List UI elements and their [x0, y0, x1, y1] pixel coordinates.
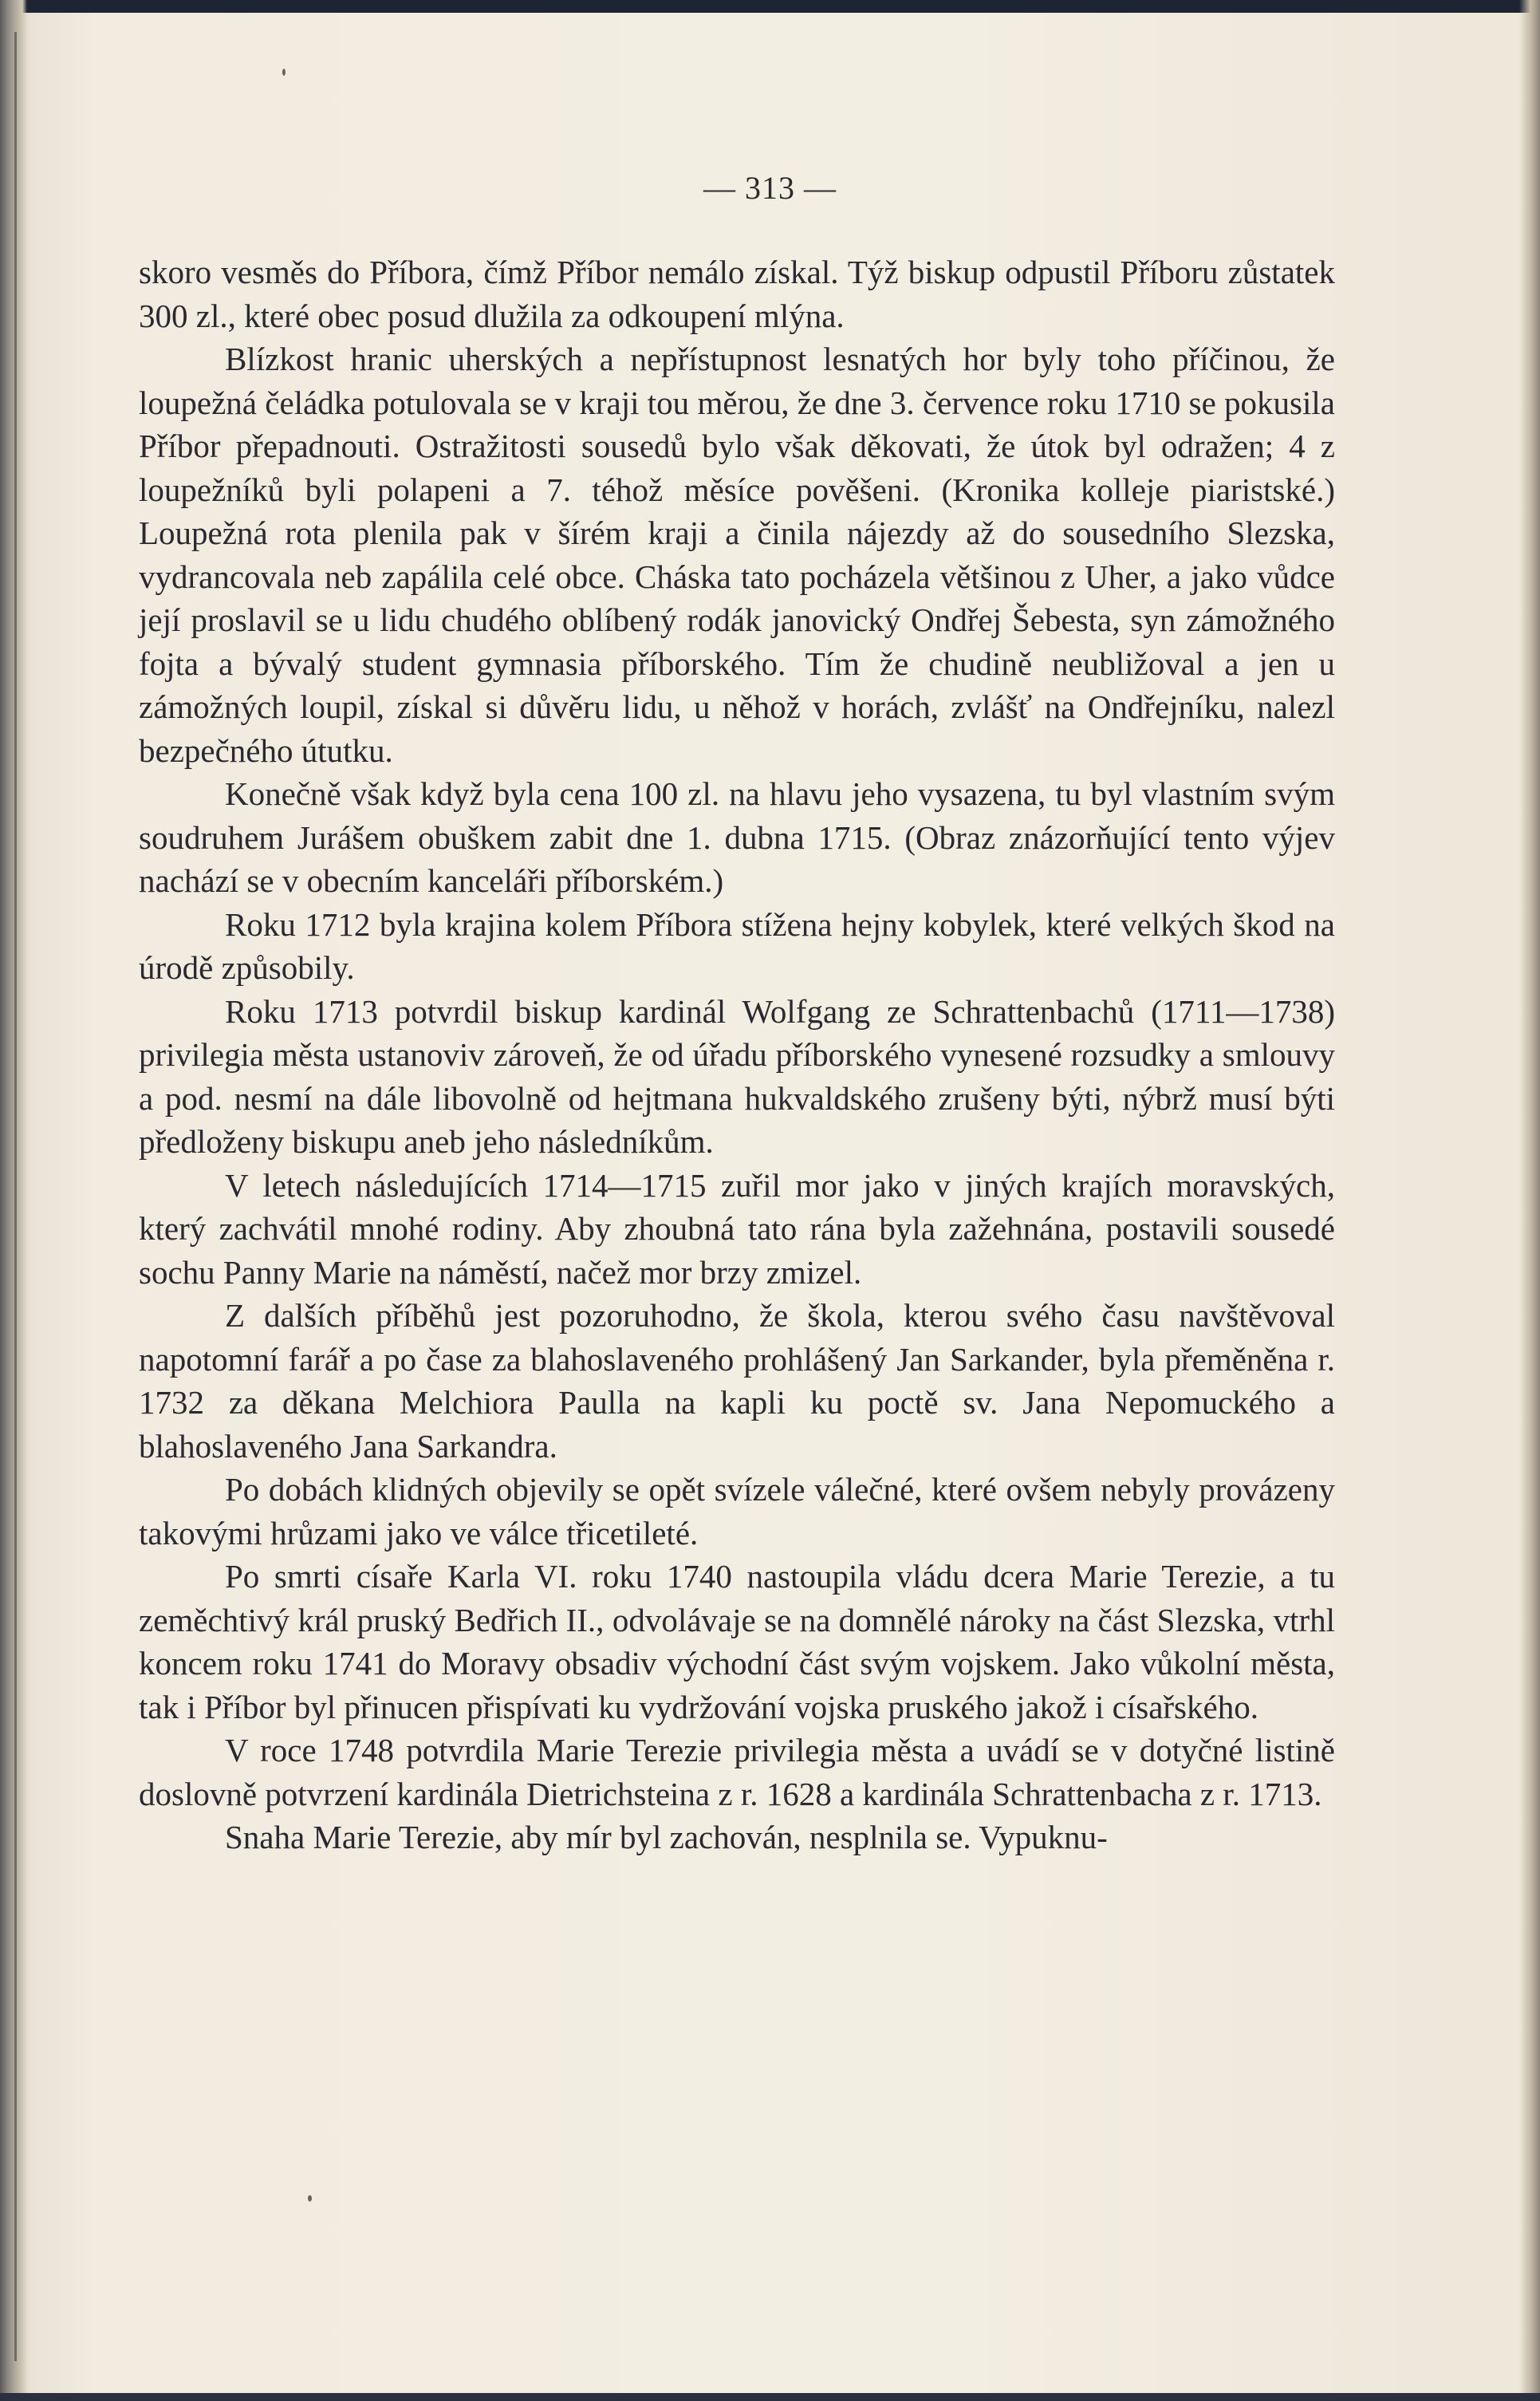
paragraph-1: skoro vesměs do Příbora, čímž Příbor nemálo získal. Týž biskup odpustil Příboru zůstatek 300 zl., které obec posud dlužila za odkoupení mlýna. — [139, 254, 1335, 334]
paragraph-6: V letech následujících 1714—1715 zuřil mor jako v jiných krajích moravských, který zachvátil mnohé rodiny. Aby zhoubná tato rána byla zažehnána, postavili sousedé sochu Panny Marie na náměstí, načež mor brzy zmizel. — [139, 1166, 1335, 1291]
paragraph-4: Roku 1712 byla krajina kolem Příbora stížena hejny kobylek, které velkých škod na úrodě způsobily. — [139, 905, 1335, 986]
paragraph-7: Z dalších příběhů jest pozoruhodno, že škola, kterou svého času navštěvoval napotomní farář a po čase za blahoslaveného prohlášený Jan Sarkander, byla přeměněna r. 1732 za děkana Melchiora Paulla na kapli ku poctě sv. Jana Nepomuckého a blahoslaveného Jana Sarkandra. — [139, 1297, 1335, 1465]
scan-bottom-border — [0, 2393, 1540, 2401]
paragraph-8: Po dobách klidných objevily se opět svízele válečné, které ovšem nebyly provázeny takovými hrůzami jako ve válce třicetileté. — [139, 1471, 1335, 1551]
spine-line — [14, 32, 17, 2361]
paper-speck — [282, 69, 286, 76]
paragraph-9: Po smrti císaře Karla VI. roku 1740 nastoupila vládu dcera Marie Terezie, a tu zeměchtivý král pruský Bedřich II., odvolávaje se na domnělé nároky na část Slezska, vtrhl koncem roku 1741 do Moravy obsadiv východní část svým vojskem. Jako vůkolní města, tak i Příbor byl přinucen přispívati ku vydržování vojska pruského jakož i císařského. — [139, 1558, 1335, 1725]
paragraph-5: Roku 1713 potvrdil biskup kardinál Wolfgang ze Schrattenbachů (1711—1738) privilegia města ustanoviv zároveň, že od úřadu příborského vynesené rozsudky a smlouvy a pod. nesmí na dále libovolně od hejtmana hukvaldského zrušeny býti, nýbrž musí býti předloženy biskupu aneb jeho následníkům. — [139, 992, 1335, 1160]
paragraph-3: Konečně však když byla cena 100 zl. na hlavu jeho vysazena, tu byl vlastním svým soudruhem Jurášem obuškem zabit dne 1. dubna 1715. (Obraz znázorňující tento výjev nachází se v obecním kanceláři příborském.) — [139, 775, 1335, 899]
paragraph-11: Snaha Marie Terezie, aby mír byl zachován, nesplnila se. Vypuknu- — [225, 1819, 1108, 1855]
page-right-edge — [1519, 0, 1540, 2401]
body-text — [139, 250, 1335, 1859]
paragraph-2: Blízkost hranic uherských a nepřístupnost lesnatých hor byly toho příčinou, že loupežná čeládka potulovala se v kraji tou měrou, že dne 3. července roku 1710 se pokusila Příbor přepadnouti. Ostražitosti sousedů bylo však děkovati, že útok byl odražen; 4 z loupežníků byli polapeni a 7. téhož měsíce pověšeni. (Kronika kolleje piaristské.) Loupežná rota plenila pak v šírém kraji a činila nájezdy až do sousedního Slezska, vydrancovala neb zapálila celé obce. Cháska tato pocházela většinou z Uher, a jako vůdce její proslavil se u lidu chudého oblíbený rodák janovický Ondřej Šebesta, syn zámožného fojta a bývalý student gymnasia příborského. Tím že chudině neubližoval a jen u zámožných loupil, získal si důvěru lidu, u něhož v horách, zvlášť na Ondřejníku, nalezl bezpečného útutku. — [139, 341, 1335, 769]
paragraph-10: V roce 1748 potvrdila Marie Terezie privilegia města a uvádí se v dotyčné listině doslovně potvrzení kardinála Dietrichsteina z r. 1628 a kardinála Schrattenbacha z r. 1713. — [139, 1732, 1335, 1812]
page-number: — 313 — — [703, 170, 837, 206]
scan-top-border — [0, 0, 1540, 13]
book-spine-shadow — [0, 0, 27, 2401]
paper-speck — [308, 2195, 312, 2202]
